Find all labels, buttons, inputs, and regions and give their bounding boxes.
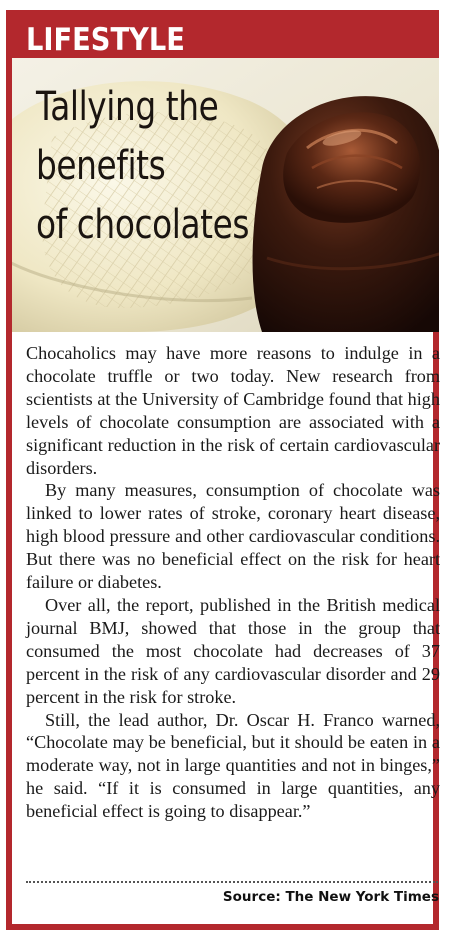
headline bbox=[36, 78, 282, 255]
paragraph-2: By many measures, consumption of chocolate was linked to lower rates of stroke, coronary heart disease, high blood pressure and other cardiovascular conditions. But there was no beneficial effect on the risk for heart failure or diabetes. bbox=[26, 480, 440, 593]
dotted-divider bbox=[26, 881, 438, 883]
paragraph-4: Still, the lead author, Dr. Oscar H. Franco warned, “Chocolate may be beneficial, but it should be eaten in a moderate way, not in large quantities and not in binges,” he said. “If it is consumed in large quantities, any beneficial effect is going to disappear.” bbox=[26, 709, 440, 822]
headline-line-3: of chocolates bbox=[36, 202, 250, 248]
source-credit: Source: The New York Times bbox=[222, 889, 439, 905]
headline-line-2: benefits bbox=[36, 143, 166, 189]
headline-line-1: Tallying the bbox=[36, 84, 219, 130]
paragraph-3: Over all, the report, published in the British medical journal BMJ, showed that those in the group that consumed the most chocolate had decreases of 37 percent in the risk of any cardiovascular disorder and 29 percent in the risk for stroke. bbox=[26, 594, 440, 707]
section-label: LIFESTYLE bbox=[26, 22, 185, 58]
article-body bbox=[26, 342, 440, 823]
paragraph-1: Chocaholics may have more reasons to indulge in a chocolate truffle or two today. New research from scientists at the University of Cambridge found that high levels of chocolate consumption are associated with a significant reduction in the risk of certain cardiovascular disorders. bbox=[26, 343, 440, 478]
